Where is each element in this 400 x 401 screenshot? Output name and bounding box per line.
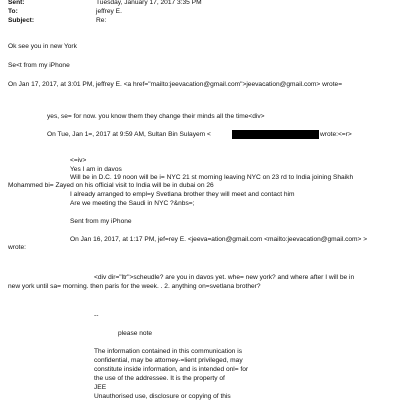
disclaimer-line: confidential, may be attorney-=lient privileged, may	[94, 357, 243, 364]
disclaimer-line: Unauthorised use, disclosure or copying of this	[94, 393, 231, 400]
quoted-header-line: On Jan 16, 2017, at 1:17 PM, jef=rey E. <jeeva=ation@gmail.com <mailto:jeevacation@gmail.com> >	[70, 236, 368, 243]
disclaimer-heading: please note	[118, 330, 153, 337]
disclaimer-line: the use of the addressee. It is the property of	[94, 375, 225, 382]
body-line: Are we meeting the Saudi in NYC ?&nbs=;	[70, 200, 195, 207]
quoted-header-line: On Jan 17, 2017, at 3:01 PM, jeffrey E. <a href="mailto:jeevacation@gmail.com">jeevacation@gmail.com> wrote=	[8, 81, 343, 88]
subject-label: Subject:	[8, 17, 35, 24]
body-line: Mohammed bi= Zayed on his official visit to India will be in dubai on 26	[8, 182, 214, 189]
signature-separator: --	[94, 312, 99, 319]
body-line: Yes I am in davos	[70, 166, 122, 173]
body-line: new york until sa= morning. then paris for the week. . 2. anything on=svetlana brother?	[8, 283, 261, 290]
disclaimer-line: The information contained in this communication is	[94, 348, 243, 355]
body-line: yes, se= for now. you know them they change their minds all the time<div>	[47, 113, 265, 120]
sent-value: Tuesday, January 17, 2017 3:35 PM	[96, 0, 202, 6]
quoted-header-line: wrote:<=r>	[320, 131, 352, 138]
quoted-header-line: On Tue, Jan 1=, 2017 at 9:59 AM, Sultan Bin Sulayem <	[47, 131, 211, 138]
body-line: <div dir="ltr">scheudle? are you in davos yet. whe= new york? and where after I will be in	[94, 274, 355, 281]
body-line: Se<t from my iPhone	[8, 62, 70, 69]
to-value: jeffrey E.	[96, 8, 122, 15]
disclaimer-line: JEE	[94, 384, 107, 391]
body-line: <=iv>	[70, 157, 87, 164]
body-line: Sent from my iPhone	[70, 218, 132, 225]
redaction-bar	[232, 130, 319, 139]
disclaimer-line: constitute inside information, and is intended onl= for	[94, 366, 249, 373]
body-line: I already arranged to empl=y Svetlana brother they will meet and contact him	[70, 191, 295, 198]
subject-value: Re:	[96, 17, 107, 24]
sent-label: Sent:	[8, 0, 25, 6]
body-line: Will be in D.C. 19 noon will be i= NYC 21 st morning leaving NYC on 23 rd to India joining Shaikh	[70, 174, 354, 181]
quoted-header-line: wrote:	[8, 244, 26, 251]
to-label: To:	[8, 8, 18, 15]
body-line: Ok see you in new York	[8, 43, 77, 50]
